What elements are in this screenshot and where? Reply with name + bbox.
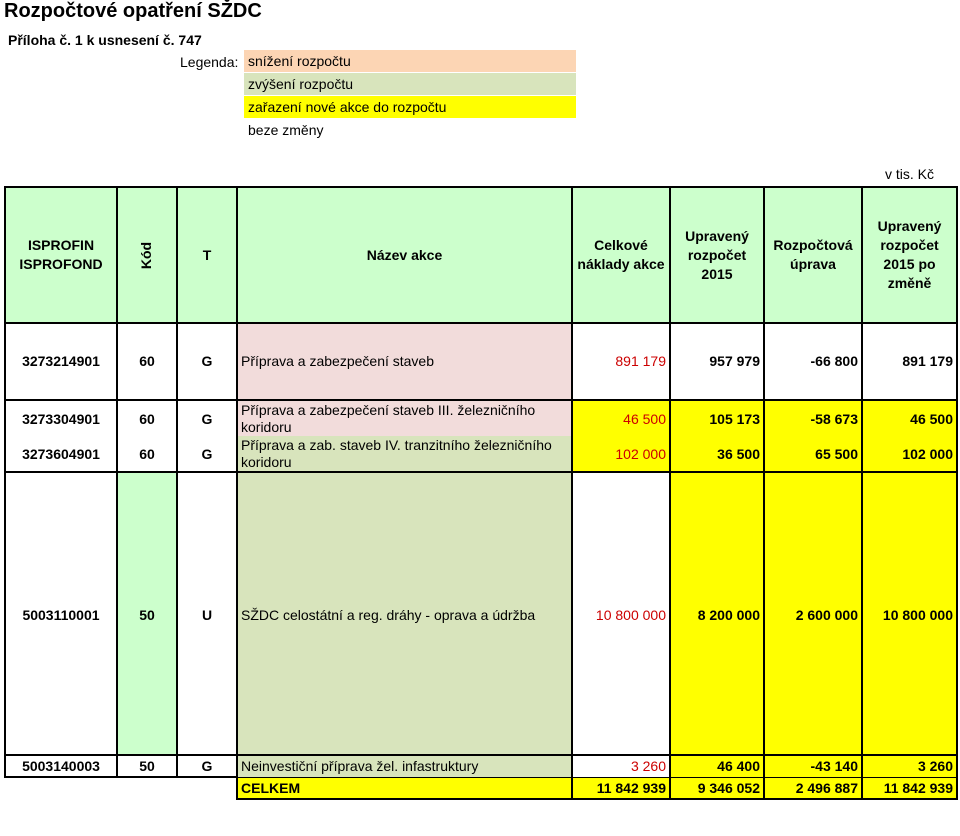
col-uprava: Rozpočtová úprava (764, 187, 862, 323)
row-code: 3273214901 (5, 348, 117, 374)
total-label: CELKEM (237, 777, 572, 799)
row-uprava: 65 500 (764, 436, 862, 472)
spacer-row (5, 374, 957, 400)
budget-table (4, 186, 958, 800)
row-t: G (177, 755, 237, 777)
row-po-zmene: 46 500 (862, 400, 957, 436)
row-name: Neinvestiční příprava žel. infastruktury (237, 755, 572, 777)
row-celkove: 3 260 (572, 755, 670, 777)
row-uprava: 2 600 000 (764, 602, 862, 628)
row-code: 5003140003 (5, 755, 117, 777)
row-uprava: -43 140 (764, 755, 862, 777)
row-po-zmene: 891 179 (862, 348, 957, 374)
row-name: Příprava a zabezpečení staveb (237, 348, 572, 374)
col-nazev: Název akce (237, 187, 572, 323)
row-po-zmene: 10 800 000 (862, 602, 957, 628)
row-kod: 50 (117, 755, 177, 777)
col-kod-label: Kód (138, 241, 155, 269)
page-subtitle: Příloha č. 1 k usnesení č. 747 (8, 32, 202, 48)
row-name: Příprava a zab. staveb IV. tranzitního železničního koridoru (237, 436, 572, 472)
row-upraveny: 105 173 (670, 400, 764, 436)
total-celkove: 11 842 939 (572, 777, 670, 799)
row-celkove: 10 800 000 (572, 602, 670, 628)
row-po-zmene: 3 260 (862, 755, 957, 777)
row-code: 3273604901 (5, 436, 117, 472)
total-row (5, 777, 957, 799)
row-code: 5003110001 (5, 602, 117, 628)
spacer-row (5, 628, 957, 755)
col-t: T (177, 187, 237, 323)
row-t: G (177, 348, 237, 374)
col-upraveny: Upravený rozpočet 2015 (670, 187, 764, 323)
row-po-zmene: 102 000 (862, 436, 957, 472)
row-kod: 60 (117, 436, 177, 472)
legend-increase: zvýšení rozpočtu (244, 73, 576, 95)
row-kod: 50 (117, 602, 177, 628)
legend-label: Legenda: (180, 54, 239, 70)
row-uprava: -58 673 (764, 400, 862, 436)
row-celkove: 102 000 (572, 436, 670, 472)
row-upraveny: 8 200 000 (670, 602, 764, 628)
spacer-row (5, 323, 957, 348)
total-po-zmene: 11 842 939 (862, 777, 957, 799)
total-upraveny: 9 346 052 (670, 777, 764, 799)
row-upraveny: 957 979 (670, 348, 764, 374)
row-upraveny: 36 500 (670, 436, 764, 472)
table-row (5, 348, 957, 374)
row-uprava: -66 800 (764, 348, 862, 374)
table-row (5, 400, 957, 436)
col-isprofin: ISPROFIN ISPROFOND (5, 187, 117, 323)
row-t: U (177, 602, 237, 628)
row-t: G (177, 400, 237, 436)
col-po-zmene: Upravený rozpočet 2015 po změně (862, 187, 957, 323)
row-t: G (177, 436, 237, 472)
col-kod (117, 187, 177, 323)
row-upraveny: 46 400 (670, 755, 764, 777)
row-code: 3273304901 (5, 400, 117, 436)
table-row (5, 602, 957, 628)
legend-nochange: beze změny (244, 119, 576, 141)
row-name: SŽDC celostátní a reg. dráhy - oprava a údržba (237, 602, 572, 628)
row-celkove: 46 500 (572, 400, 670, 436)
header-row (5, 187, 957, 323)
page-title: Rozpočtové opatření SŽDC (4, 0, 262, 22)
table-row (5, 755, 957, 777)
row-name: Příprava a zabezpečení staveb III. železničního koridoru (237, 400, 572, 436)
unit-label: v tis. Kč (884, 166, 934, 182)
row-celkove: 891 179 (572, 348, 670, 374)
spacer-row (5, 472, 957, 602)
row-kod: 60 (117, 348, 177, 374)
legend-decrease: snížení rozpočtu (244, 50, 576, 72)
row-kod: 60 (117, 400, 177, 436)
table-row (5, 436, 957, 472)
legend-new: zařazení nové akce do rozpočtu (244, 96, 576, 118)
col-celkove: Celkové náklady akce (572, 187, 670, 323)
total-uprava: 2 496 887 (764, 777, 862, 799)
